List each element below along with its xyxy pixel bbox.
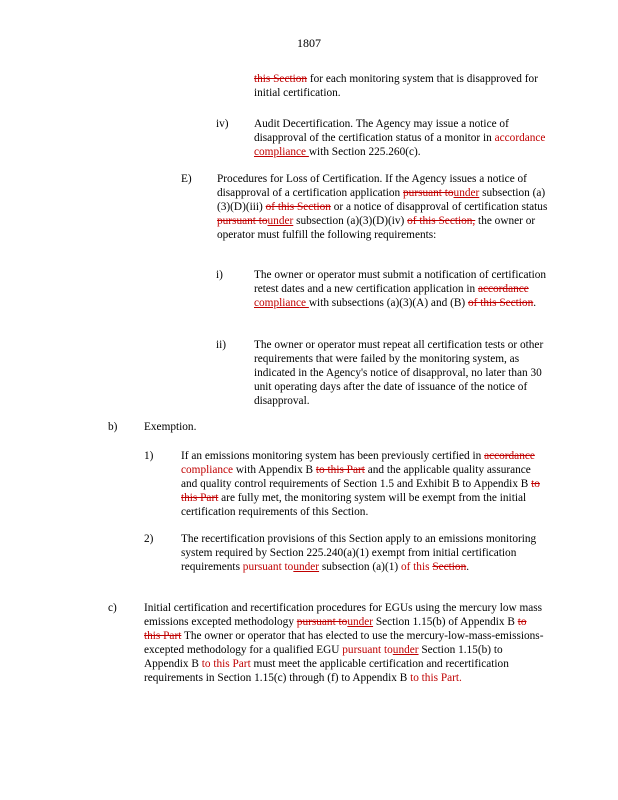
text-run: Procedures for Loss of Certification. If the Agency issues a notice of disapproval of a certification application — [217, 173, 527, 199]
inserted-text: compliance — [254, 297, 309, 309]
text-run: subsection (a)(3)(D)(iii) — [217, 187, 546, 213]
deleted-text: of this Section, — [407, 215, 476, 227]
text-run: are fully met, the monitoring system will be exempt from the initial certification requirements of this Section. — [181, 492, 527, 518]
inserted-text: compliance — [254, 146, 309, 158]
item-E-i-number: i) — [216, 269, 223, 281]
deleted-text: pursuant to — [296, 616, 348, 628]
text-run: . — [533, 297, 537, 309]
item-E-text — [217, 172, 555, 242]
text-run: If an emissions monitoring system has been previously certified in — [181, 450, 485, 462]
item-iv-text — [254, 117, 556, 159]
deleted-text: pursuant to — [403, 187, 454, 199]
text-run: must meet the applicable certification and recertification requirements in Section 1.15(c) through (f) to Appendix B — [144, 658, 509, 684]
text-run: the owner or operator must fulfill the following requirements: — [217, 215, 536, 241]
item-b1-number: 1) — [144, 450, 154, 462]
item-iv-number: iv) — [216, 118, 229, 130]
inserted-text: pursuant to — [242, 561, 294, 573]
text-run: for each monitoring system that is disapproved for initial certification. — [254, 73, 538, 99]
item-E-ii-text — [254, 338, 556, 408]
text-run: Audit Decertification. The Agency may issue a notice of disapproval of the certification status of a monitor in — [254, 118, 509, 144]
deleted-text: of this Section — [467, 297, 534, 309]
deleted-text: to this Part — [144, 616, 527, 642]
text-run: Initial certification and recertification procedures for EGUs using the mercury low mass emissions excepted methodology — [144, 602, 543, 628]
inserted-text: of this — [400, 561, 433, 573]
inserted-text: under — [392, 644, 419, 656]
text-run: The owner or operator that has elected to use the mercury-low-mass-emissions-excepted methodology for a qualified EGU — [144, 630, 544, 656]
inserted-text: under — [267, 215, 294, 227]
text-run: Section 1.15(b) of Appendix B — [373, 616, 518, 628]
text-run: with subsections (a)(3)(A) and (B) — [308, 297, 468, 309]
deleted-text: this Section — [254, 73, 308, 85]
text-run: The owner or operator must submit a notification of certification retest dates and a new certification application in — [254, 269, 547, 295]
item-b1-text — [181, 449, 541, 519]
deleted-text: pursuant to — [217, 215, 268, 227]
item-E-i-text — [254, 268, 556, 310]
text-run: . — [466, 561, 470, 573]
deleted-text: to this Part — [315, 464, 365, 476]
text-run: The owner or operator must repeat all certification tests or other requirements that were failed by the monitoring system, as indicated in the Agency's notice of disapproval, no later than 30 unit operating days after the date of issuance of the notice of disapproval. — [254, 339, 544, 407]
item-E-ii-number: ii) — [216, 339, 227, 351]
text-run: The recertification provisions of this Section apply to an emissions monitoring system required by Section 225.240(a)(1) exempt from initial certification requirements — [181, 533, 537, 573]
inserted-text: under — [293, 561, 320, 573]
inserted-text: under — [347, 616, 374, 628]
deleted-text: accordance — [484, 450, 535, 462]
text-run: subsection (a)(3)(D)(iv) — [293, 215, 408, 227]
text-run: with Appendix B — [235, 464, 316, 476]
inserted-text: to this Part. — [410, 672, 462, 684]
item-E-number: E) — [181, 173, 192, 185]
text-run: subsection (a)(1) — [319, 561, 401, 573]
inserted-text: to this Part — [201, 658, 251, 670]
text-run: Section 1.15(b) to Appendix B — [144, 644, 503, 670]
inserted-text: under — [453, 187, 480, 199]
deleted-text: to this Part — [181, 478, 540, 504]
intro-continuation — [254, 72, 556, 100]
deleted-text: of this Section — [265, 201, 331, 213]
text-run: with Section 225.260(c). — [308, 146, 421, 158]
text-run: or a notice of disapproval of certification status — [330, 201, 548, 213]
inserted-text: pursuant to — [342, 644, 393, 656]
section-b-heading: Exemption. — [144, 421, 197, 433]
text-run: and the applicable quality assurance and quality control requirements of Section 1.5 and Exhibit B to Appendix B — [181, 464, 532, 490]
item-b2-number: 2) — [144, 533, 154, 545]
deleted-text: Section — [432, 561, 467, 573]
inserted-text: compliance — [181, 464, 236, 476]
inserted-text: accordance — [494, 132, 546, 144]
section-c-number: c) — [108, 602, 117, 614]
section-b-number: b) — [108, 421, 118, 433]
page-number: 1807 — [297, 36, 321, 50]
item-b2-text — [181, 532, 541, 574]
section-c-text — [144, 601, 544, 685]
deleted-text: accordance — [477, 283, 529, 295]
